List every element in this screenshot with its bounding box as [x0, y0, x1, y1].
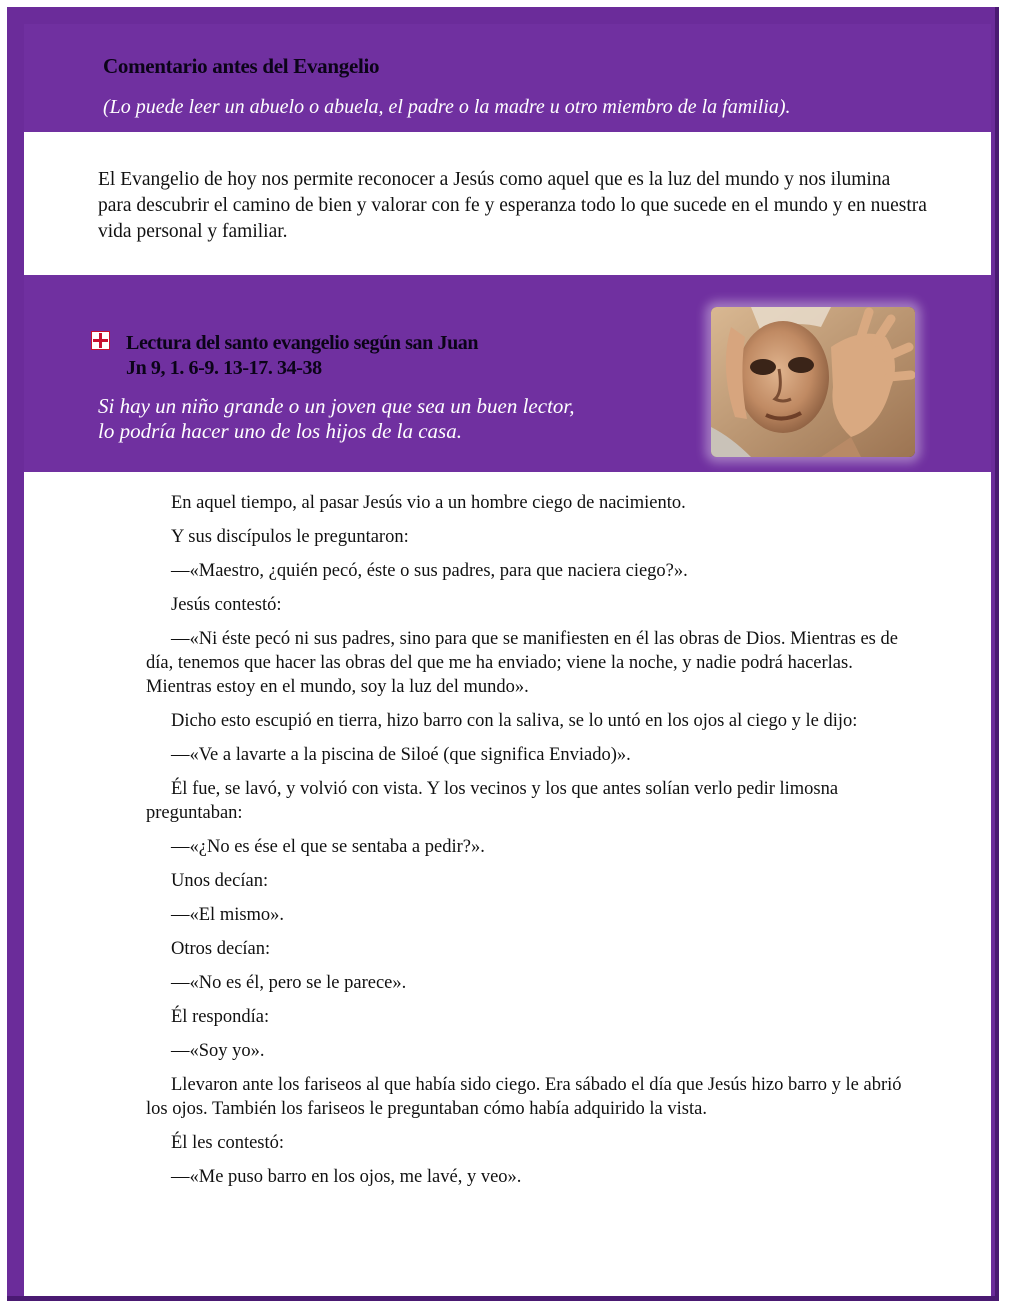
- gospel-paragraph: En aquel tiempo, al pasar Jesús vio a un hombre ciego de nacimiento.: [171, 493, 686, 513]
- blind-man-photo: [711, 307, 915, 457]
- gospel-paragraph: Unos decían:: [171, 871, 269, 891]
- gospel-paragraph: Llevaron ante los fariseos al que había sido ciego. Era sábado el día que Jesús hizo barro y le abrió los ojos. También los fariseos le preguntaban cómo había adquirido la vista.: [146, 1075, 902, 1119]
- cross-icon: [91, 331, 110, 350]
- reading-note-line-1: Si hay un niño grande o un joven que sea un buen lector,: [98, 394, 575, 418]
- reading-reference: Jn 9, 1. 6-9. 13-17. 34-38: [126, 357, 322, 379]
- gospel-paragraph: Él fue, se lavó, y volvió con vista. Y los vecinos y los que antes solían verlo pedir limosna preguntaban:: [146, 779, 839, 823]
- blind-man-illustration: [711, 307, 915, 457]
- gospel-paragraph: —«Maestro, ¿quién pecó, éste o sus padres, para que naciera ciego?».: [171, 561, 688, 581]
- gospel-paragraph: Y sus discípulos le preguntaron:: [171, 527, 409, 547]
- page-content: [24, 24, 991, 1296]
- gospel-paragraph: Dicho esto escupió en tierra, hizo barro con la saliva, se lo untó en los ojos al ciego y le dijo:: [171, 711, 858, 731]
- gospel-paragraph: Otros decían:: [171, 939, 271, 959]
- reading-note-line-2: lo podría hacer uno de los hijos de la casa.: [98, 419, 462, 443]
- gospel-paragraph: —«Ni éste pecó ni sus padres, sino para que se manifiesten en él las obras de Dios. Mientras es de día, tenemos que hacer las obras del que me ha enviado; viene la noche, y nadie podrá hacerlas. Mientras estoy en el mundo, soy la luz del mundo».: [146, 629, 898, 697]
- page-frame: [7, 7, 999, 1301]
- commentary-subtitle: (Lo puede leer un abuelo o abuela, el padre o la madre u otro miembro de la familia).: [103, 96, 791, 118]
- gospel-paragraph: Él respondía:: [171, 1007, 270, 1027]
- gospel-paragraph: —«No es él, pero se le parece».: [171, 973, 407, 993]
- gospel-paragraph: —«Ve a lavarte a la piscina de Siloé (que significa Enviado)».: [171, 745, 631, 765]
- commentary-title: Comentario antes del Evangelio: [103, 54, 380, 78]
- gospel-paragraph: —«¿No es ése el que se sentaba a pedir?».: [171, 837, 485, 857]
- gospel-paragraph: —«Me puso barro en los ojos, me lavé, y veo».: [171, 1167, 522, 1187]
- gospel-paragraph: —«El mismo».: [171, 905, 285, 925]
- commentary-header: [24, 24, 991, 132]
- gospel-text: [146, 491, 906, 1199]
- commentary-text: El Evangelio de hoy nos permite reconocer a Jesús como aquel que es la luz del mundo y nos ilumina para descubrir el camino de bien y valorar con fe y esperanza todo lo que sucede en el mundo y en nuestra vida personal y familiar.: [98, 169, 927, 242]
- gospel-paragraph: Él les contestó:: [171, 1133, 285, 1153]
- reading-note: [98, 394, 658, 444]
- reading-header: [24, 275, 991, 472]
- reading-title: Lectura del santo evangelio según san Juan: [126, 332, 479, 354]
- gospel-paragraph: —«Soy yo».: [171, 1041, 265, 1061]
- gospel-paragraph: Jesús contestó:: [171, 595, 282, 615]
